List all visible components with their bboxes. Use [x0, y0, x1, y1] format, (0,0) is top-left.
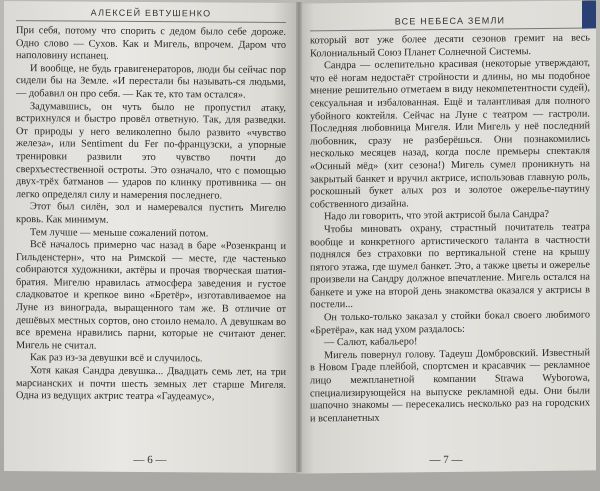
left-page: [4, 1, 296, 473]
book-spine: [296, 2, 302, 472]
paragraph: Всё началось примерно час назад в баре «Розенкранц и Гильденстерн», что на Римской — месте, где частенько собираются художники, актёры и прочая творческая шатия-братия. Мигелю нравилась атмосфера заведения и густое сладковатое и крепкое вино «Бретёр», изготавливаемое на Луне из винограда, выращенного там же. В отличие от дешёвых местных сортов, оно стоило немало. А девушкам во все времена нравились парни, которые не считают денег. Мигель не считал.: [16, 239, 286, 352]
open-book: [4, 2, 598, 472]
paragraph: Надо ли говорить, что этой актрисой была Сандра?: [324, 209, 549, 223]
paragraph: который вот уже более десяти сезонов гремит на весь Колониальный Союз Планет Солнечной Системы.: [310, 32, 590, 60]
paragraph: Этот был силён, зол и намеревался пустить Мигелю кровь. Как минимум.: [16, 201, 286, 226]
background-object: [582, 0, 596, 28]
paragraph: И вообще, не будь гравигенераторов, люди бы сейчас пор сидели бы на Земле. «И перестали бы называть-ся людьми, — добавил он про себя. — Как те, кто там остался».: [16, 62, 286, 101]
right-page: [296, 0, 596, 473]
paragraph: Хотя какая Сандра девушка... Двадцать семь лет, на три марсианских и почти шесть земных лет старше Мигеля. Одна из ведущих актрис театра «Гаудеамус»,: [16, 365, 286, 403]
paragraph: Мигель повернул голову. Тадеуш Домбровский. Известный в Новом Граде плейбой, спортсмен и красавчик — рекламное лицо межпланетной компании Strawa Wyborowa, специализирующейся на выпуске рекламной еды. Они были шапочно знакомы — пересекались несколько раз на городских и всепланетных: [310, 347, 590, 425]
paragraph: Сандра — ослепительно красивая (некоторые утверждают, что её ногам недостаёт стройности и длины, но мы подобное мнение решительно отметаем в виду некомпетентности судей), сексуальная и избалованная. Ещё и талантливая для полного убойного коктейля. Сейчас на Луне с театром — гастроли. Последняя любовница Мигеля. Или Мигель у неё последний любовник, сразу не разберёшься. Они познакомились несколько месяцев назад, когда после премьеры спектакля «Осиный мёд» (хит сезона!) Мигель сумел проникнуть на закрытый банкет и вручил актрисе, использовав главную роль, роскошный букет алых роз и золотое ожерелье-паутину собственного дизайна.: [310, 57, 590, 211]
paragraph: При себя, потому что спорить с дедом было себе дороже. Одно слово — Сухов. Как и Мигель, впрочем. Даром что наполовину испанец.: [16, 25, 286, 62]
running-head-title: ВСЕ НЕБЕСА ЗЕМЛИ: [310, 14, 590, 31]
paragraph: Чтобы миновать охрану, страстный почитатель театра вообще и конкретного артистического таланта в частности поднялся без страховки по вертикальной стене на крышу пятого этажа, где шумел банкет. Это, а также цветы и ожерелье произвели на Сандру должное впечатление. Мигель остался на банкете и уже на второй день знакомства оказался у актрисы в постели...: [310, 221, 590, 311]
paragraph: Как раз из-за девушки всё и случилось.: [30, 352, 203, 365]
page-number: — 7 —: [429, 453, 463, 467]
paragraph: Задумавшись, он чуть было не пропустил атаку, встрихнулся и быстро провёл ответную. Так, для разведки. От природы у него великолепно было развито «чувство железа», или Sentiment du Fer по-французски, а упорные тренировки развили это чувство почти до сверхъестественной остроты. Это означало, что с помощью двух-трёх батманов — ударов по клинку противника — он легко определял силу и намерения последнего.: [16, 100, 286, 202]
paragraph: — Салют, кабальеро!: [324, 336, 418, 349]
running-head-author: АЛЕКСЕЙ ЕВТУШЕНКО: [16, 7, 286, 23]
paragraph: Он только-только заказал у стойки бокал своего любимого «Бретёра», как над ухом раздалось:: [310, 309, 590, 337]
page-number: — 6 —: [133, 453, 167, 467]
paragraph: Тем лучше — меньше сожалений потом.: [30, 226, 209, 239]
